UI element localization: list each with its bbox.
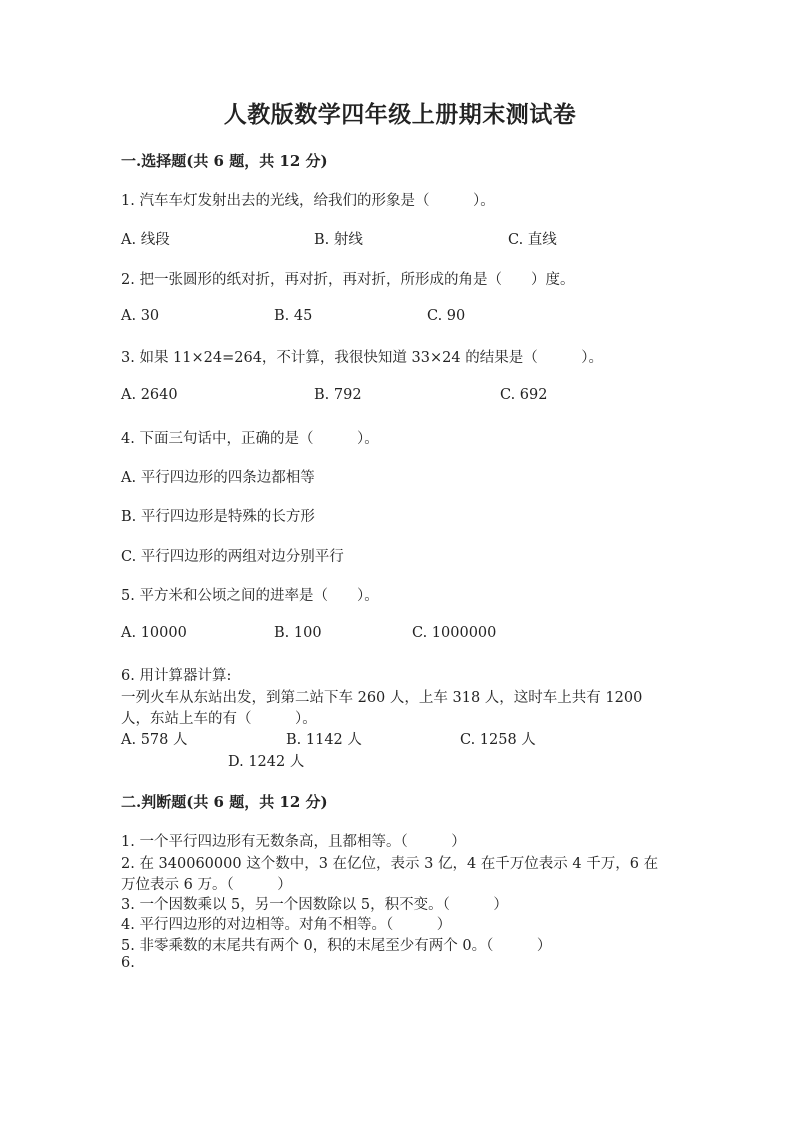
question-2-option-c: C. 90 <box>427 308 466 324</box>
question-4-option-c: C. 平行四边形的两组对边分别平行 <box>121 549 344 565</box>
question-6-line-3: 人，东站上车的有（ ）。 <box>121 711 317 727</box>
judgement-line-6: 5. 非零乘数的末尾共有两个 0，积的末尾至少有两个 0。（ ） <box>121 938 552 954</box>
question-6-line-2: 一列火车从东站出发，到第二站下车 260 人，上车 318 人，这时车上共有 1200 <box>121 690 643 706</box>
section-heading-choice: 一.选择题(共 6 题，共 12 分) <box>121 152 328 170</box>
question-3-option-c: C. 692 <box>500 387 548 403</box>
question-4-text: 4. 下面三句话中，正确的是（ ）。 <box>121 431 379 447</box>
question-1-option-b: B. 射线 <box>314 232 363 248</box>
question-1-option-a: A. 线段 <box>121 232 170 248</box>
page-title: 人教版数学四年级上册期末测试卷 <box>223 101 577 128</box>
judgement-line-4: 3. 一个因数乘以 5，另一个因数除以 5，积不变。（ ） <box>121 897 508 913</box>
question-1-option-c: C. 直线 <box>508 232 557 248</box>
question-2-option-a: A. 30 <box>121 308 160 324</box>
question-6-option-c: C. 1258 人 <box>460 732 536 748</box>
question-1-text: 1. 汽车车灯发射出去的光线，给我们的形象是（ ）。 <box>121 193 495 209</box>
question-6-option-a: A. 578 人 <box>121 732 188 748</box>
judgement-line-7: 6. <box>121 955 135 971</box>
question-2-text: 2. 把一张圆形的纸对折，再对折，再对折，所形成的角是（ ）度。 <box>121 272 575 288</box>
section-heading-judgement: 二.判断题(共 6 题，共 12 分) <box>121 793 328 811</box>
question-6-line-1: 6. 用计算器计算: <box>121 668 232 684</box>
question-4-option-a: A. 平行四边形的四条边都相等 <box>121 470 315 486</box>
question-5-option-c: C. 1000000 <box>412 625 497 641</box>
question-5-option-b: B. 100 <box>274 625 322 641</box>
question-5-text: 5. 平方米和公顷之间的进率是（ ）。 <box>121 588 379 604</box>
question-2-option-b: B. 45 <box>274 308 313 324</box>
judgement-line-2: 2. 在 340060000 这个数中，3 在亿位，表示 3 亿，4 在千万位表示 4 千万，6 在 <box>121 856 659 872</box>
question-3-text: 3. 如果 11×24=264，不计算，我很快知道 33×24 的结果是（ ）。 <box>121 350 603 366</box>
question-6-option-b: B. 1142 人 <box>286 732 362 748</box>
judgement-line-3: 万位表示 6 万。（ ） <box>121 877 292 893</box>
question-5-option-a: A. 10000 <box>121 625 187 641</box>
judgement-line-1: 1. 一个平行四边形有无数条高，且都相等。（ ） <box>121 834 466 850</box>
question-3-option-a: A. 2640 <box>121 387 178 403</box>
judgement-line-5: 4. 平行四边形的对边相等。对角不相等。（ ） <box>121 917 452 933</box>
question-3-option-b: B. 792 <box>314 387 362 403</box>
question-6-option-d: D. 1242 人 <box>228 754 305 770</box>
question-4-option-b: B. 平行四边形是特殊的长方形 <box>121 509 315 525</box>
